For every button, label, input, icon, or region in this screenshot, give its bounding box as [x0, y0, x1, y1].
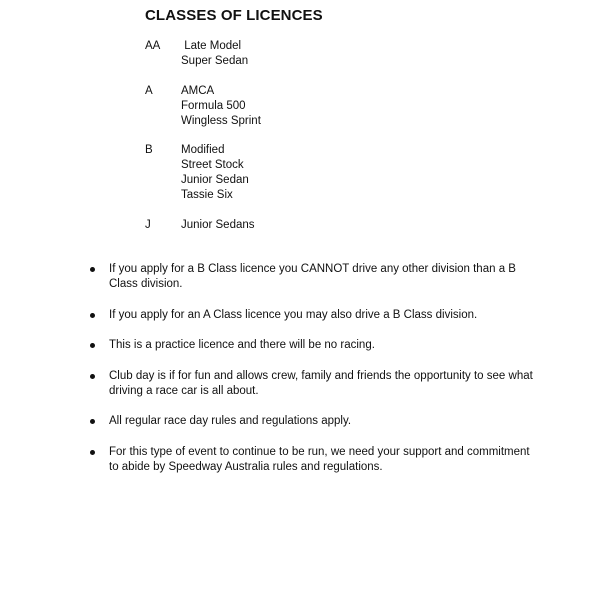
division-name: Junior Sedans — [181, 218, 255, 231]
list-item — [88, 308, 538, 323]
class-divisions — [181, 84, 261, 129]
class-code: A — [145, 84, 153, 97]
division-name: Late Model — [181, 40, 242, 52]
list-item — [88, 445, 538, 475]
class-code: B — [145, 144, 153, 156]
bullet-text: If you apply for a B Class licence you CANNOT drive any other division than a B Class division. — [109, 263, 516, 290]
bullet-text: If you apply for an A Class licence you may also drive a B Class division. — [109, 308, 478, 321]
bullet-text: Club day is if for fun and allows crew, family and friends the opportunity to see what driving a race car is all about. — [109, 369, 533, 397]
bullet-icon — [90, 450, 95, 455]
division-name: Formula 500 — [181, 99, 246, 112]
rules-bullet-list — [88, 262, 538, 490]
class-divisions — [181, 143, 249, 203]
list-item — [88, 414, 538, 429]
licence-classes-list — [145, 39, 261, 247]
division-name: Wingless Sprint — [181, 114, 261, 127]
class-divisions — [181, 218, 255, 233]
division-name: Tassie Six — [181, 189, 233, 201]
division-name: Super Sedan — [181, 55, 249, 67]
bullet-icon — [90, 343, 95, 348]
list-item — [88, 369, 538, 399]
division-name: Modified — [181, 144, 225, 156]
class-group-j — [145, 218, 261, 233]
division-name: Street Stock — [181, 159, 244, 171]
page-title: CLASSES OF LICENCES — [145, 7, 323, 24]
class-code: AA — [145, 40, 161, 52]
class-divisions — [181, 39, 248, 69]
division-name: Junior Sedan — [181, 174, 249, 186]
bullet-icon — [90, 313, 95, 318]
list-item — [88, 262, 538, 292]
bullet-icon — [90, 374, 95, 379]
bullet-icon — [90, 267, 95, 272]
bullet-text: This is a practice licence and there will be no racing. — [109, 339, 375, 351]
bullet-text: All regular race day rules and regulations apply. — [109, 415, 352, 427]
class-group-aa — [145, 39, 261, 69]
list-item — [88, 338, 538, 353]
class-code: J — [145, 218, 151, 231]
bullet-icon — [90, 419, 95, 424]
class-group-b — [145, 143, 261, 203]
class-group-a — [145, 84, 261, 129]
bullet-text: For this type of event to continue to be run, we need your support and commitment to abide by Speedway Australia rules and regulations. — [109, 445, 530, 473]
division-name: AMCA — [181, 84, 215, 97]
